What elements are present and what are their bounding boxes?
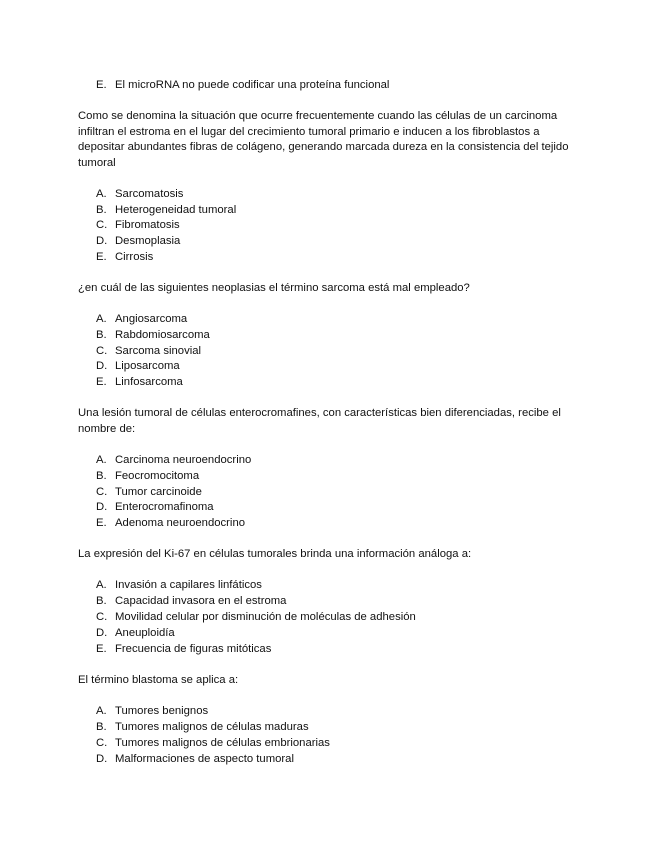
option-text: Tumores malignos de células maduras: [115, 721, 309, 733]
option-letter: D.: [96, 360, 108, 372]
option-text: Movilidad celular por disminución de moléculas de adhesión: [115, 611, 416, 623]
question-3-option-b: [96, 469, 199, 485]
option-letter: B.: [96, 595, 107, 607]
option-text: Invasión a capilares linfáticos: [115, 579, 262, 591]
option-letter: D.: [96, 235, 108, 247]
option-letter: E.: [96, 251, 107, 263]
option-text: Cirrosis: [115, 251, 154, 263]
question-5-option-c: [96, 736, 330, 752]
option-text: Tumores benignos: [115, 705, 209, 717]
option-text: Rabdomiosarcoma: [115, 329, 210, 341]
option-letter: E.: [96, 79, 107, 91]
option-text: Enterocromafinoma: [115, 501, 214, 513]
option-text: Fibromatosis: [115, 219, 180, 231]
option-letter: C.: [96, 611, 108, 623]
option-text: Tumor carcinoide: [115, 486, 202, 498]
question-4-text: La expresión del Ki-67 en células tumorales brinda una información análoga a:: [78, 548, 472, 560]
question-4-option-c: [96, 610, 416, 626]
question-2-option-b: [96, 328, 210, 344]
option-letter: B.: [96, 204, 107, 216]
option-text: Adenoma neuroendocrino: [115, 517, 246, 529]
option-text: Angiosarcoma: [115, 313, 188, 325]
question-4-option-b: [96, 594, 286, 610]
question-4-option-d: [96, 626, 175, 642]
option-letter: A.: [96, 454, 107, 466]
question-3-option-a: [96, 453, 251, 469]
option-text: El microRNA no puede codificar una proteína funcional: [115, 79, 390, 91]
option-letter: D.: [96, 753, 108, 765]
option-text: Liposarcoma: [115, 360, 180, 372]
question-1-text: Como se denomina la situación que ocurre frecuentemente cuando las células de un carcinoma infiltran el estroma en el lugar del crecimiento tumoral primario e inducen a los fibroblastos a depositar abundantes fibras de colágeno, generando marcada dureza en la consistencia del tejido tumoral: [78, 110, 569, 169]
question-3-text: Una lesión tumoral de células enterocromafines, con características bien diferenciadas, recibe el nombre de:: [78, 407, 561, 435]
question-4-option-a: [96, 578, 262, 594]
option-letter: B.: [96, 329, 107, 341]
option-letter: C.: [96, 219, 108, 231]
question-2-option-c: [96, 344, 201, 360]
question-3-option-e: [96, 516, 245, 532]
option-letter: A.: [96, 705, 107, 717]
question-5-option-d: [96, 752, 294, 768]
question-1-option-c: [96, 218, 180, 234]
question-4-option-e: [96, 642, 271, 658]
option-letter: E.: [96, 643, 107, 655]
question-1-option-b: [96, 203, 236, 219]
option-letter: A.: [96, 579, 107, 591]
option-letter: E.: [96, 376, 107, 388]
option-text: Heterogeneidad tumoral: [115, 204, 237, 216]
option-letter: E.: [96, 517, 107, 529]
question-1-option-d: [96, 234, 180, 250]
option-text: Desmoplasia: [115, 235, 181, 247]
option-text: Feocromocitoma: [115, 470, 200, 482]
question-2-text: ¿en cuál de las siguientes neoplasias el término sarcoma está mal empleado?: [78, 282, 470, 294]
question-1-option-e: [96, 250, 153, 266]
option-text: Carcinoma neuroendocrino: [115, 454, 252, 466]
option-text: Malformaciones de aspecto tumoral: [115, 753, 294, 765]
option-letter: D.: [96, 627, 108, 639]
question-2-option-d: [96, 359, 180, 375]
question-1-option-a: [96, 187, 183, 203]
option-text: Linfosarcoma: [115, 376, 183, 388]
option-text: Frecuencia de figuras mitóticas: [115, 643, 272, 655]
option-text: Aneuploidía: [115, 627, 175, 639]
lead-option: [96, 78, 389, 94]
option-letter: C.: [96, 486, 108, 498]
option-letter: A.: [96, 188, 107, 200]
question-5-option-a: [96, 704, 208, 720]
option-text: Sarcomatosis: [115, 188, 184, 200]
option-text: Capacidad invasora en el estroma: [115, 595, 287, 607]
question-2-option-a: [96, 312, 187, 328]
option-letter: C.: [96, 737, 108, 749]
question-5-text: El término blastoma se aplica a:: [78, 674, 239, 686]
option-letter: A.: [96, 313, 107, 325]
option-text: Tumores malignos de células embrionarias: [115, 737, 330, 749]
option-letter: B.: [96, 721, 107, 733]
option-letter: D.: [96, 501, 108, 513]
question-3-option-c: [96, 485, 202, 501]
option-text: Sarcoma sinovial: [115, 345, 202, 357]
option-letter: C.: [96, 345, 108, 357]
question-2-option-e: [96, 375, 183, 391]
question-3-option-d: [96, 500, 214, 516]
option-letter: B.: [96, 470, 107, 482]
question-5-option-b: [96, 720, 309, 736]
